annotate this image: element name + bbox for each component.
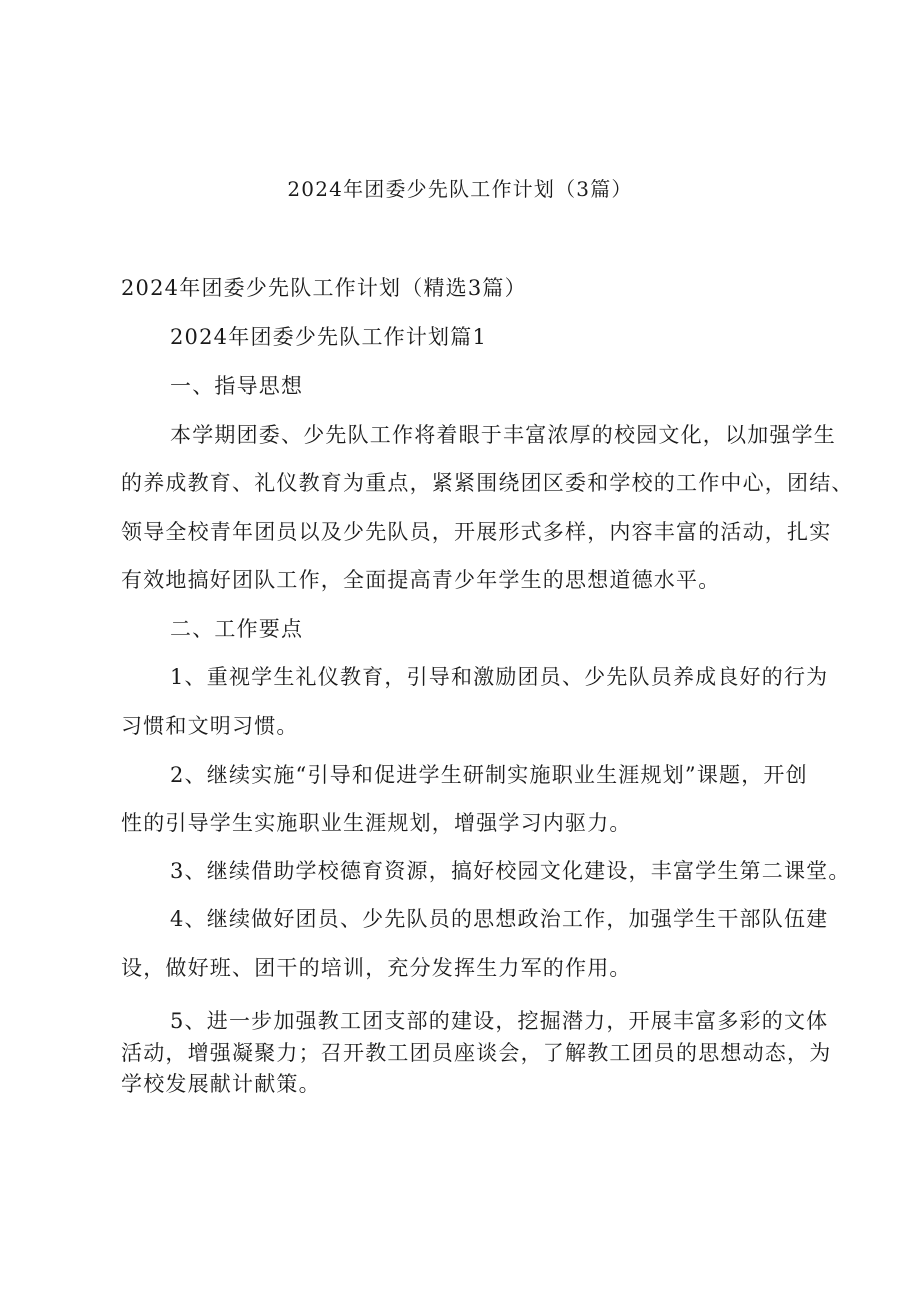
point-4-line: 设，做好班、团干的培训，充分发挥生力军的作用。 (121, 956, 632, 980)
guiding-heading: 一、指导思想 (170, 374, 304, 398)
point-4-line: 4、继续做好团员、少先队员的思想政治工作，加强学生干部队伍建 (170, 907, 829, 931)
document-title: 2024年团委少先队工作计划（3篇） (287, 177, 633, 201)
point-5-line: 5、进一步加强教工团支部的建设，挖掘潜力，开展丰富多彩的文体 (170, 1009, 829, 1033)
point-1-line: 习惯和文明习惯。 (121, 714, 299, 738)
point-2-line: 性的引导学生实施职业生涯规划，增强学习内驱力。 (121, 811, 632, 835)
guiding-paragraph-line: 本学期团委、少先队工作将着眼于丰富浓厚的校园文化，以加强学生 (170, 423, 836, 447)
point-3-line: 3、继续借助学校德育资源，搞好校园文化建设，丰富学生第二课堂。 (170, 859, 851, 883)
key-points-heading: 二、工作要点 (170, 617, 304, 641)
guiding-paragraph-line: 领导全校青年团员以及少先队员，开展形式多样，内容丰富的活动，扎实 (121, 520, 832, 544)
point-5-line: 学校发展献计献策。 (121, 1072, 321, 1096)
point-1-line: 1、重视学生礼仪教育，引导和激励团员、少先队员养成良好的行为 (170, 665, 829, 689)
point-5-line: 活动，增强凝聚力；召开教工团员座谈会，了解教工团员的思想动态，为 (121, 1041, 832, 1065)
guiding-paragraph-line: 的养成教育、礼仪教育为重点，紧紧围绕团区委和学校的工作中心，团结、 (121, 471, 854, 495)
section-heading: 2024年团委少先队工作计划篇1 (170, 325, 488, 349)
point-2-line: 2、继续实施“引导和促进学生研制实施职业生涯规划”课题，开创 (170, 763, 808, 787)
guiding-paragraph-line: 有效地搞好团队工作，全面提高青少年学生的思想道德水平。 (121, 568, 721, 592)
document-subtitle: 2024年团委少先队工作计划（精选3篇） (121, 276, 527, 300)
